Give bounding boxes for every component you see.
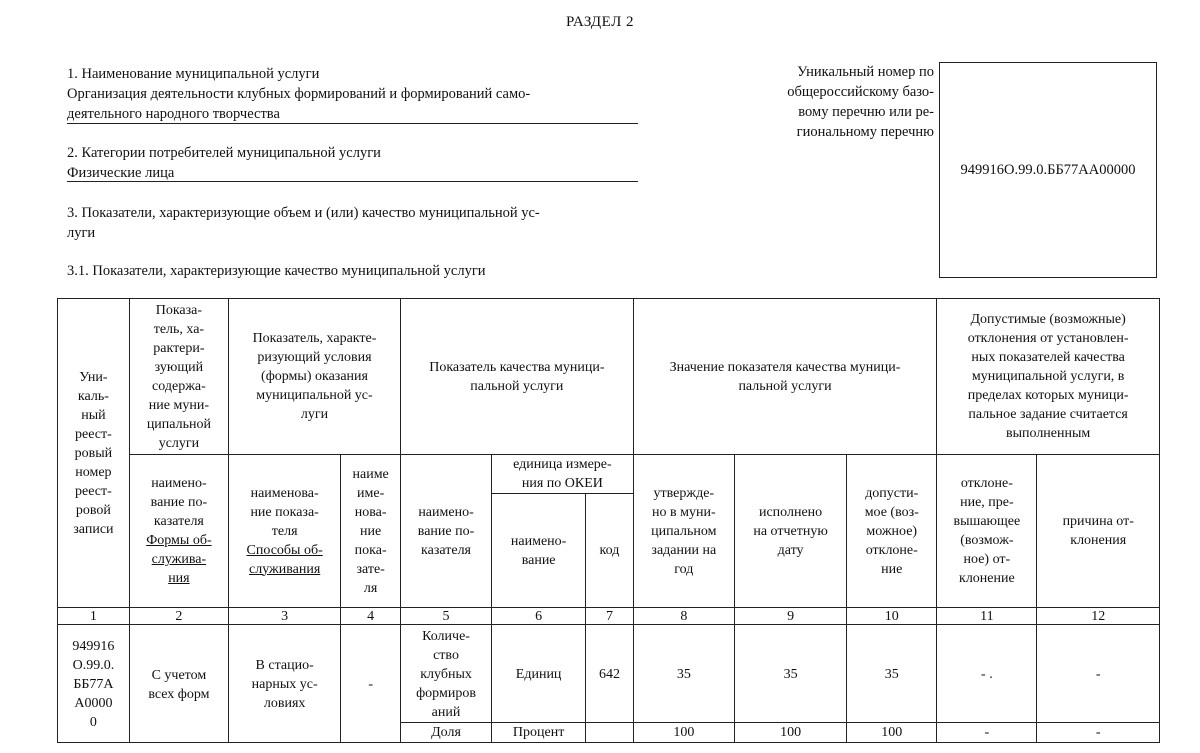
h-cond-l3: (формы) оказания <box>261 369 368 384</box>
section-title: РАЗДЕЛ 2 <box>565 14 635 30</box>
header-content <box>129 299 228 455</box>
row1-exceed: - . <box>937 625 1037 723</box>
row1-ind-l1: Количе- <box>422 629 470 644</box>
row2-reason: - <box>1037 723 1160 743</box>
sub-qn-l1: наимено- <box>418 504 474 520</box>
col-num-8: 8 <box>633 608 734 625</box>
sub-exceed-l6: клонение <box>959 571 1015 586</box>
header-row-1 <box>58 299 1160 455</box>
h-dev-l6: пальное задание считается <box>968 407 1128 422</box>
sub-cond2-l4: ние <box>360 523 382 539</box>
row1-cond-l1: В стацио- <box>255 658 314 673</box>
h-registry-l2: каль- <box>77 388 109 404</box>
h-registry-l1: Уни- <box>79 369 108 385</box>
row2-code <box>586 723 634 743</box>
service-name-block <box>67 64 637 124</box>
col-num-1: 1 <box>58 608 130 625</box>
divider-2 <box>67 181 638 182</box>
service-name-value-1: Организация деятельности клубных формирований и формирований само- <box>67 86 531 102</box>
sub-allowed-l5: ние <box>881 561 903 577</box>
sub-cond2-l5: пока- <box>354 542 387 558</box>
header-row-2 <box>58 455 1160 494</box>
sub-done <box>734 455 846 608</box>
row1-registry-l2: О.99.0. <box>72 658 115 673</box>
h-content-l7: ципальной <box>146 416 211 432</box>
sub-okei-name-l2: вание <box>521 552 556 568</box>
sub-cond1-l1: наименова- <box>250 485 319 501</box>
row1-reason: - <box>1037 625 1160 723</box>
sub-done-l3: дату <box>777 542 804 558</box>
header-quality <box>401 299 634 455</box>
h-content-l4: зующий <box>154 359 204 375</box>
row2-allowed: 100 <box>847 723 937 743</box>
sub-approved-l1: утвержде- <box>653 485 715 501</box>
col-num-2: 2 <box>129 608 228 625</box>
row1-registry-l4: А0000 <box>74 696 113 711</box>
unique-number-value: 949916О.99.0.ББ77АА00000 <box>960 161 1136 178</box>
sub-content-u3: ния <box>168 571 190 586</box>
h-dev-l4: муниципальной услуги, в <box>971 369 1125 384</box>
quality-indicators-title: 3.1. Показатели, характеризующие качество муниципальной услуги <box>67 263 486 279</box>
col-num-5: 5 <box>401 608 492 625</box>
row1-unit: Единиц <box>492 625 586 723</box>
sub-cond2-l3: нова- <box>354 504 387 520</box>
row1-allowed: 35 <box>847 625 937 723</box>
h-registry-l9: записи <box>73 521 114 537</box>
sub-content-u1: Формы об- <box>146 533 212 548</box>
sub-exceed-l5: ное) от- <box>963 552 1011 567</box>
divider-1 <box>67 123 638 124</box>
sub-approved-l2: но в муни- <box>652 504 716 520</box>
sub-content-l1: наимено- <box>151 476 207 491</box>
sub-cond2-l1: наиме <box>352 466 389 482</box>
h-content-l2: тель, ха- <box>153 321 205 337</box>
h-registry-l6: номер <box>75 464 112 480</box>
sub-cond2-l6: зате- <box>356 561 385 577</box>
indicators-title-2: луги <box>67 225 96 241</box>
row1-ind-l4: формиров <box>416 686 476 701</box>
sub-okei <box>492 455 634 494</box>
sub-okei-l2: ния по ОКЕИ <box>521 476 603 491</box>
sub-reason-l2: клонения <box>1070 533 1127 548</box>
row2-indicator: Доля <box>401 723 492 743</box>
row1-registry-l3: ББ77А <box>73 677 114 692</box>
sub-content-l2: вание по- <box>150 495 208 510</box>
sub-approved <box>633 455 734 608</box>
sub-cond1-l2: ние показа- <box>250 504 319 520</box>
sub-approved-l5: год <box>674 561 694 577</box>
col-num-9: 9 <box>734 608 846 625</box>
h-dev-l7: выполненным <box>1006 426 1091 441</box>
h-content-l3: рактери- <box>153 340 205 356</box>
h-value-l1: Значение показателя качества муници- <box>669 359 901 375</box>
row2-done: 100 <box>734 723 846 743</box>
row1-content-l1: С учетом <box>151 667 207 683</box>
sub-exceed-l3: вышающее <box>953 514 1021 529</box>
sub-okei-code: код <box>586 494 634 608</box>
h-registry-l3: ный <box>81 407 106 423</box>
col-num-10: 10 <box>847 608 937 625</box>
sub-done-l1: исполнено <box>758 504 823 520</box>
sub-allowed-l4: отклоне- <box>865 542 918 558</box>
col-num-12: 12 <box>1037 608 1160 625</box>
sub-exceed-l4: (возмож- <box>960 533 1014 548</box>
sub-cond1-u2: служивания <box>249 561 321 577</box>
row1-done: 35 <box>734 625 846 723</box>
h-content-l6: ние муни- <box>148 397 210 413</box>
row1-indicator <box>401 625 492 723</box>
quality-indicators-table <box>57 298 1160 743</box>
row1-content <box>129 625 228 743</box>
h-dev-l2: отклонения от установлен- <box>967 331 1129 346</box>
sub-okei-name <box>492 494 586 608</box>
sub-allowed-l3: можное) <box>866 523 918 539</box>
row1-ind-l3: клубных <box>420 667 472 682</box>
sub-allowed <box>847 455 937 608</box>
sub-cond1-l3: теля <box>271 523 298 539</box>
sub-content-l3: казателя <box>153 514 204 529</box>
sub-approved-l4: задании на <box>651 542 717 558</box>
sub-approved-l3: ципальном <box>651 523 717 539</box>
header-value <box>633 299 937 455</box>
sub-cond1 <box>228 455 340 608</box>
consumer-category-title: 2. Категории потребителей муниципальной услуги <box>67 145 381 161</box>
unique-number-box <box>939 62 1157 278</box>
h-cond-l5: луги <box>300 407 329 422</box>
consumer-category-value: Физические лица <box>67 165 175 181</box>
row2-approved: 100 <box>633 723 734 743</box>
row1-cond-l3: ловиях <box>263 696 306 711</box>
header-registry <box>58 299 130 608</box>
unique-number-label-1: Уникальный номер по <box>797 64 934 80</box>
sub-qn-l3: казателя <box>421 542 471 558</box>
h-content-l1: Показа- <box>155 302 203 318</box>
h-cond-l1: Показатель, характе- <box>252 331 377 346</box>
row1-ind-l5: аний <box>431 705 461 720</box>
col-num-4: 4 <box>341 608 401 625</box>
h-registry-l7: реест- <box>75 483 112 499</box>
row2-unit: Процент <box>492 723 586 743</box>
sub-content <box>129 455 228 608</box>
sub-cond2 <box>341 455 401 608</box>
h-value-l2: пальной услуги <box>738 378 832 394</box>
sub-quality-name <box>401 455 492 608</box>
sub-done-l2: на отчетную <box>753 523 828 539</box>
sub-reason-l1: причина от- <box>1062 514 1134 529</box>
sub-content-u2: служива- <box>151 552 207 567</box>
sub-allowed-l1: допусти- <box>865 485 919 501</box>
service-name-value-2: деятельного народного творчества <box>67 106 280 122</box>
service-name-title: 1. Наименование муниципальной услуги <box>67 66 320 82</box>
sub-cond2-l2: име- <box>357 485 385 501</box>
sub-cond2-l7: ля <box>363 580 378 596</box>
sub-exceed-l2: ние, пре- <box>960 495 1014 510</box>
sub-cond1-u1: Способы об- <box>246 542 323 558</box>
row1-registry-l5: 0 <box>89 715 97 730</box>
unique-number-label-2: общероссийскому базо- <box>787 84 934 100</box>
h-registry-l8: ровой <box>75 502 111 518</box>
unique-number-label-4: гиональному перечню <box>796 124 934 140</box>
col-num-3: 3 <box>228 608 340 625</box>
unique-number-label-3: вому перечню или ре- <box>798 104 934 120</box>
sub-okei-name-l1: наимено- <box>510 533 567 549</box>
header-conditions <box>228 299 400 455</box>
h-content-l8: услуги <box>158 435 200 451</box>
column-number-row <box>58 608 1160 625</box>
h-quality-l1: Показатель качества муници- <box>429 359 605 375</box>
h-content-l5: содержа- <box>152 378 206 394</box>
sub-exceed <box>937 455 1037 608</box>
row1-ind-l2: ство <box>433 648 459 663</box>
col-num-11: 11 <box>937 608 1037 625</box>
h-quality-l2: пальной услуги <box>470 378 564 394</box>
col-num-7: 7 <box>586 608 634 625</box>
h-cond-l4: муниципальной ус- <box>256 388 373 403</box>
row1-approved: 35 <box>633 625 734 723</box>
consumer-category-block <box>67 143 637 183</box>
header-deviation <box>937 299 1160 455</box>
row1-content-l2: всех форм <box>148 686 210 702</box>
h-dev-l5: пределах которых муници- <box>967 388 1129 403</box>
sub-okei-l1: единица измере- <box>513 457 612 472</box>
indicators-title-1: 3. Показатели, характеризующие объем и (или) качество муниципальной ус- <box>67 205 540 221</box>
row1-cond-l2: нарных ус- <box>251 677 318 692</box>
sub-reason <box>1037 455 1160 608</box>
row1-conditions <box>228 625 340 743</box>
h-dev-l3: ных показателей качества <box>971 350 1125 365</box>
unique-number-label <box>756 62 934 142</box>
indicators-block <box>67 203 642 243</box>
row1-registry-l1: 949916 <box>72 639 115 654</box>
h-registry-l5: ровый <box>74 445 113 461</box>
row1-code: 642 <box>586 625 634 723</box>
h-dev-l1: Допустимые (возможные) <box>970 312 1126 327</box>
table-row <box>58 625 1160 723</box>
row1-registry <box>58 625 130 743</box>
sub-allowed-l2: мое (воз- <box>864 504 919 520</box>
row1-cond2: - <box>341 625 401 743</box>
sub-exceed-l1: отклоне- <box>960 476 1013 491</box>
row2-exceed: - <box>937 723 1037 743</box>
h-registry-l4: реест- <box>75 426 112 442</box>
sub-qn-l2: вание по- <box>417 523 475 539</box>
h-cond-l2: ризующий условия <box>257 350 372 365</box>
col-num-6: 6 <box>492 608 586 625</box>
